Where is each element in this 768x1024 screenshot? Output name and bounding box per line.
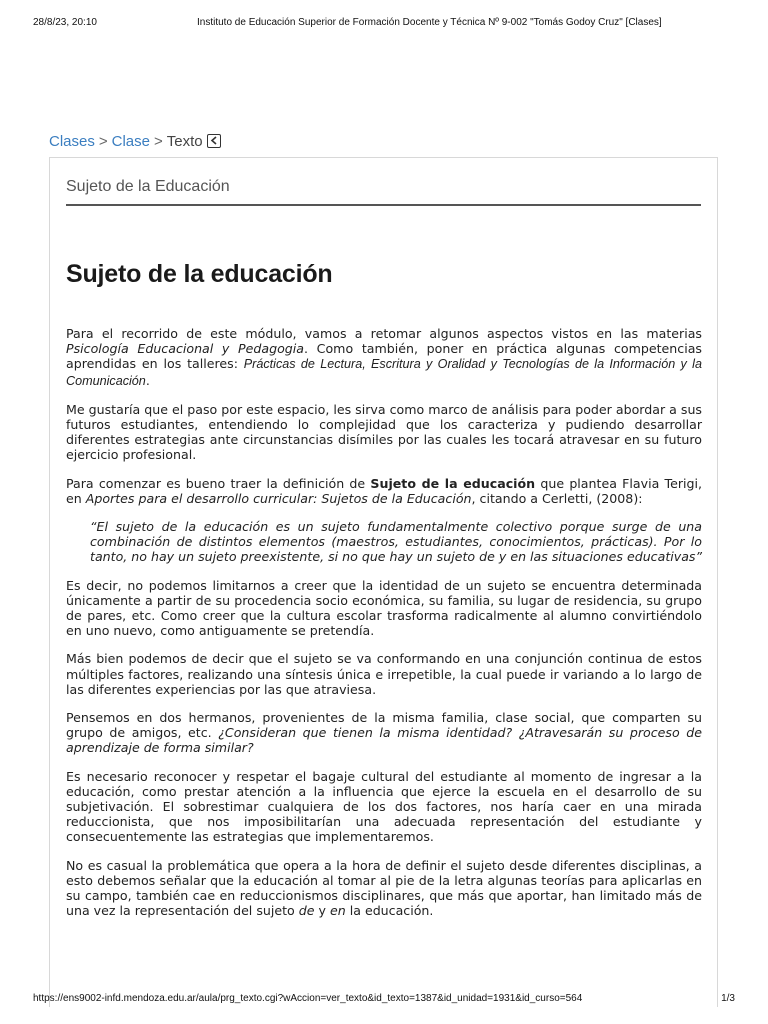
print-page-title: Instituto de Educación Superior de Formación Docente y Técnica Nº 9-002 "Tomás Godoy Cruz" [Clases] <box>197 17 662 28</box>
paragraph: Pensemos en dos hermanos, provenientes de la misma familia, clase social, que comparten su grupo de amigos, etc. ¿Consideran que tienen la misma identidad? ¿Atravesarán su proceso de aprendizaje de forma similar? <box>66 710 702 756</box>
paragraph: Es decir, no podemos limitarnos a creer que la identidad de un sujeto se encuentra determinada únicamente a partir de su procedencia socio económica, su familia, su lugar de residencia, su grupo de pares, etc. Como creer que la cultura escolar trasforma radicalmente al alumno convirtiéndolo en uno nuevo, como antiguamente se pretendía. <box>66 577 702 639</box>
panel-header: Sujeto de la Educación <box>66 178 701 206</box>
paragraph: Me gustaría que el paso por este espacio, les sirva como marco de análisis para poder abordar a sus futuros estudiantes, entendiendo lo complejidad que los caracteriza y pudiendo desarrollar diferentes estrategias ante circunstancias disímiles por las cuales les tocará atravesar en su futuro ejercicio profesional. <box>66 401 702 463</box>
print-footer <box>33 993 735 1007</box>
print-url: https://ens9002-infd.mendoza.edu.ar/aula/prg_texto.cgi?wAccion=ver_texto&id_texto=1387&id_unidad=1931&id_curso=564 <box>33 993 583 1004</box>
breadcrumb-current: Texto <box>166 132 203 150</box>
page-number: 1/3 <box>721 993 735 1004</box>
paragraph: Es necesario reconocer y respetar el bagaje cultural del estudiante al momento de ingresar a la educación, como prestar atención a la influencia que ejerce la escuela en el desarrollo de su subjetivación. El sobrestimar cualquiera de los dos factores, nos haría caer en una mirada reduccionista, que nos imposibilitarían una adecuada representación del estudiante y consecuentemente las estrategias que implementaremos. <box>66 768 702 845</box>
print-header <box>33 17 735 31</box>
back-arrow-icon[interactable] <box>207 134 221 148</box>
content-panel <box>49 157 718 1007</box>
breadcrumb-separator: > <box>153 132 163 150</box>
breadcrumb-separator: > <box>98 132 108 150</box>
article-body <box>66 326 702 919</box>
paragraph: No es casual la problemática que opera a la hora de definir el sujeto desde diferentes disciplinas, a esto debemos señalar que la educación al tomar al pie de la letra algunas teorías para aplicarlas en su campo, también cae en reduccionismos disciplinares, que más que aportar, han limitado más de una vez la representación del sujeto de y en la educación. <box>66 857 702 919</box>
paragraph: Para el recorrido de este módulo, vamos a retomar algunos aspectos vistos en las materias Psicología Educacional y Pedagogia. Como también, poner en práctica algunas competencias aprendidas en los talleres: Prácticas de Lectura, Escritura y Oralidad y Tecnologías de la Información y la Comunicación. <box>66 326 702 388</box>
print-date: 28/8/23, 20:10 <box>33 17 97 28</box>
breadcrumb <box>49 131 221 151</box>
blockquote: “El sujeto de la educación es un sujeto fundamentalmente colectivo porque surge de una combinación de distintos elementos (maestros, estudiantes, conocimientos, prácticas). Por lo tanto, no hay un sujeto preexistente, si no que hay un sujeto de y en las situaciones educativas” <box>90 519 703 565</box>
paragraph: Más bien podemos de decir que el sujeto se va conformando en una conjunción continua de estos múltiples factores, realizando una síntesis única e irrepetible, la cual puede ir variando a lo largo de las diferentes experiencias por las que atraviesa. <box>66 651 702 697</box>
paragraph: Para comenzar es bueno traer la definición de Sujeto de la educación que plantea Flavia Terigi, en Aportes para el desarrollo curricular: Sujetos de la Educación, citando a Cerletti, (2008): <box>66 475 702 506</box>
breadcrumb-link-clase[interactable]: Clase <box>111 132 150 150</box>
page-title: Sujeto de la educación <box>66 260 333 288</box>
breadcrumb-link-clases[interactable]: Clases <box>49 132 95 150</box>
